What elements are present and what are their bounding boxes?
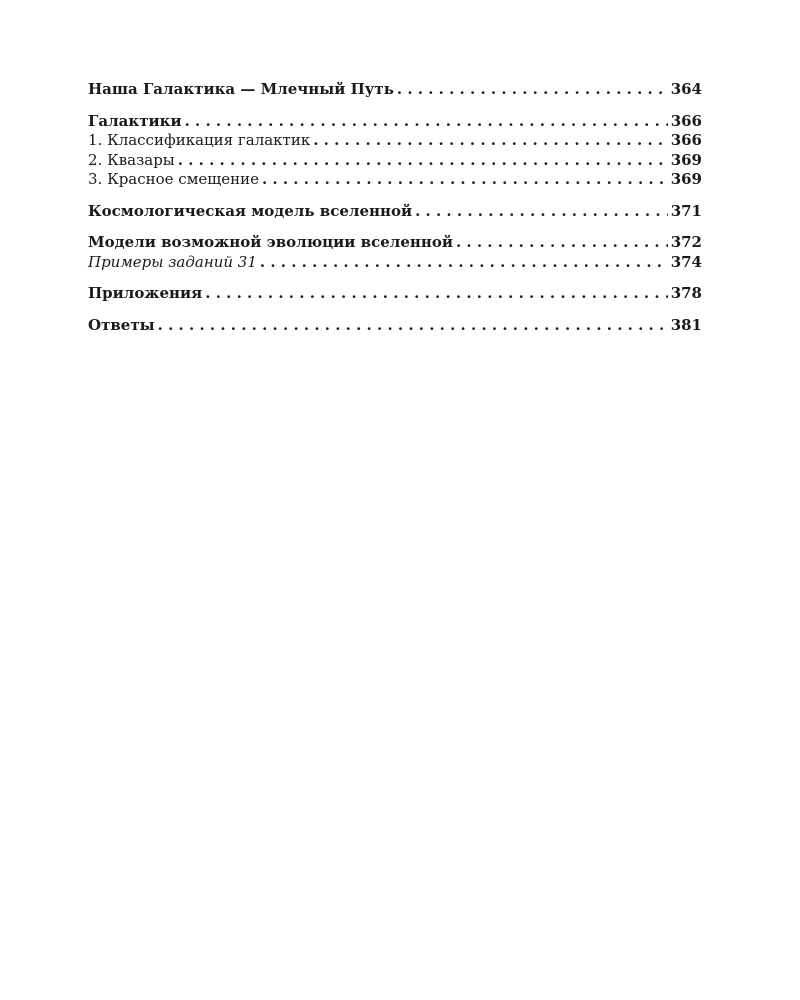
toc-entry-task-examples[interactable] [88,253,702,273]
toc-entry-redshift[interactable] [88,170,702,190]
toc-entry-page-number: 364 [670,80,702,98]
dot-leader [185,112,668,132]
dot-leader [415,202,668,222]
dot-leader [313,131,667,151]
toc-entry-page-number: 374 [670,252,702,271]
toc-entry-page-number: 371 [670,201,702,220]
toc-entry-label: Галактики [88,111,182,130]
table-of-contents [88,80,702,335]
toc-entry-page-number: 369 [670,150,702,169]
toc-entry-page-number: 378 [670,284,702,302]
toc-entry-galaxies[interactable] [88,112,702,132]
toc-entry-galaxy-classification[interactable] [88,131,702,151]
toc-entry-page-number: 366 [670,131,702,149]
toc-entry-label: Модели возможной эволюции вселенной [88,233,453,251]
toc-entry-cosmological-model[interactable] [88,202,702,222]
toc-entry-label: 2. Квазары [88,150,175,169]
toc-entry-label: 3. Красное смещение [88,170,259,188]
toc-entry-label: Приложения [88,284,203,302]
dot-leader [262,170,668,190]
dot-leader [205,284,667,304]
dot-leader [178,151,668,171]
dot-leader [260,253,668,273]
toc-entry-answers[interactable] [88,316,702,336]
dot-leader [397,80,668,100]
toc-entry-page-number: 381 [670,315,702,334]
toc-entry-label: 1. Классификация галактик [88,131,311,149]
toc-entry-label: Наша Галактика — Млечный Путь [88,80,394,98]
toc-entry-appendices[interactable] [88,284,702,304]
toc-entry-page-number: 372 [670,233,702,251]
toc-entry-label: Ответы [88,315,155,334]
toc-entry-evolution-models[interactable] [88,233,702,253]
toc-entry-quasars[interactable] [88,151,702,171]
dot-leader [456,233,668,253]
dot-leader [158,316,668,336]
toc-entry-milky-way[interactable] [88,80,702,100]
toc-entry-page-number: 369 [670,170,702,188]
toc-entry-label: Космологическая модель вселенной [88,201,413,220]
toc-entry-label: Примеры заданий 31 [88,252,257,271]
toc-entry-page-number: 366 [670,111,702,130]
